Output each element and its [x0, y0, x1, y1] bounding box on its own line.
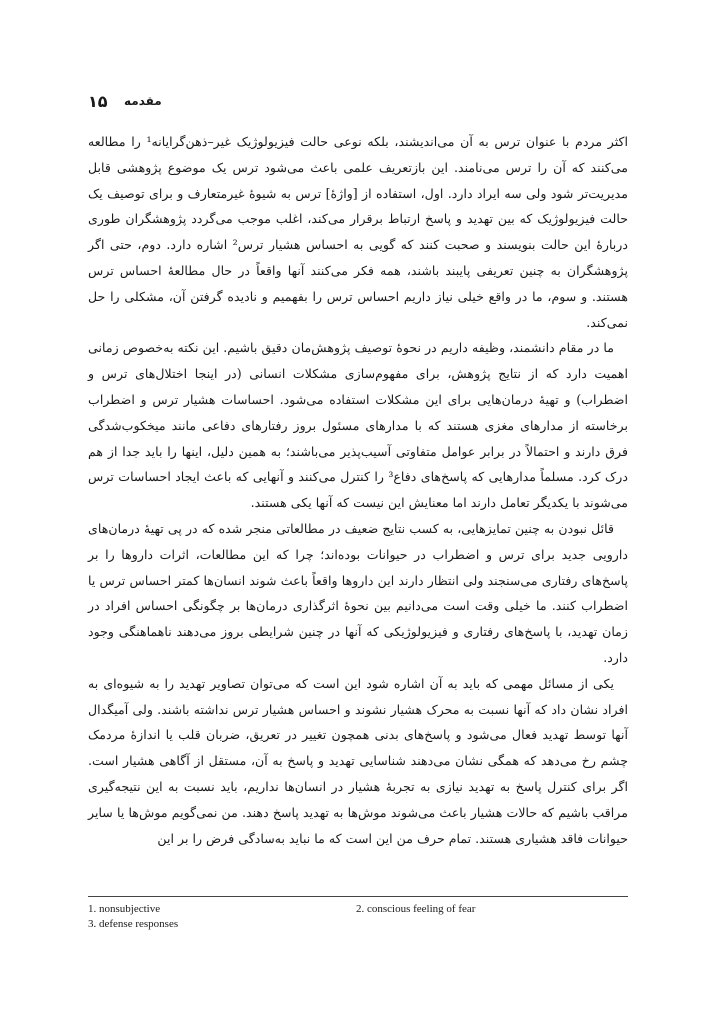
footnote-row — [88, 902, 628, 917]
footnote-row — [88, 917, 628, 932]
chapter-title: مقدمه — [124, 94, 162, 108]
body-text — [88, 129, 628, 851]
footnote-1: 1. nonsubjective — [88, 903, 161, 915]
footnote-3: 3. defense responses — [88, 918, 179, 930]
page-header — [88, 92, 630, 116]
footnote-2: 2. conscious feeling of fear — [356, 903, 476, 915]
paragraph-2: ما در مقام دانشمند، وظیفه داریم در نحوهٔ توصیف پژوهش‌مان دقیق باشیم. این نکته به‌خصوص زمانی اهمیت دارد که از نتایج پژوهش، برای مفهوم‌سازی مشکلات انسانی (در اینجا اختلال‌های ترس و اضطراب) و تهیهٔ درمان‌هایی برای این مشکلات استفاده می‌شود. احساسات هشیار ترس و اضطراب برخاسته از مدارهای مغزی هستند که با مدارهای مسئول بروز رفتارهای دفاعی مانند میخکوب‌شدگی فرق دارند و احتمالاً در برابر عوامل متفاوتی آسیب‌پذیر می‌باشند؛ به همین دلیل، اینها را باید جدا از هم درک کرد. مسلماً مدارهایی که پاسخ‌های دفاع³ را کنترل می‌کنند و آنهایی که باعث ایجاد احساسات ترس می‌شوند با یکدیگر تعامل دارند اما معنایش این نیست که آنها یکی هستند. — [88, 340, 628, 511]
footnote-divider — [88, 896, 628, 897]
paragraph-1: اکثر مردم با عنوان ترس به آن می‌اندیشند، بلکه نوعی حالت فیزیولوژیک غیر–ذهن‌گرایانه¹ را مطالعه می‌کنند که آن را ترس می‌نامند. این بازتعریف علمی باعث می‌شود ترس یک موضوع پژوهشی قابل مدیریت‌تر شود ولی سه ایراد دارد. اول، استفاده از [واژهٔ] ترس به شیوهٔ غیرمتعارف و برای توصیف یک حالت فیزیولوژیک که بین تهدید و پاسخ ارتباط برقرار می‌کند، اغلب موجب می‌گردد پژوهشگران طوری دربارهٔ این حالت بنویسند و صحبت کنند که گویی به احساس هشیار ترس² اشاره دارد. دوم، حتی اگر پژوهشگران به چنین تعریفی پایبند باشند، همه فکر می‌کنند آنها واقعاً در حال مطالعهٔ احساس ترس هستند. و سوم، ما در واقع خیلی نیاز داریم احساس ترس را بفهمیم و نادیده گرفتن آن، مشکلی را حل نمی‌کند. — [88, 134, 628, 330]
paragraph-3: قائل نبودن به چنین تمایزهایی، به کسب نتایج ضعیف در مطالعاتی منجر شده که در پی تهیهٔ درمان‌های دارویی جدید برای ترس و اضطراب در حیوانات بوده‌اند؛ چرا که این مطالعات، اثرات داروها را بر پاسخ‌های رفتاری می‌سنجند ولی انتظار دارند این داروها واقعاً باعث شوند انسان‌ها کمتر احساس ترس یا اضطراب کنند. ما خیلی وقت است می‌دانیم بین نحوهٔ اثرگذاری درمان‌ها بر چگونگی احساس افراد در زمان تهدید، با پاسخ‌های رفتاری و فیزیولوژیکی که آنها در چنین شرایطی بروز می‌دهند ناهماهنگی وجود دارد. — [88, 520, 628, 665]
paragraph-4: یکی از مسائل مهمی که باید به آن اشاره شود این است که می‌توان تصاویر تهدید را به شیوه‌ای به افراد نشان داد که آنها نسبت به محرک هشیار نشوند و احساس هشیار ترس نداشته باشند. ولی آمیگدال آنها توسط تهدید فعال می‌شود و پاسخ‌های بدنی همچون تغییر در تعریق، ضربان قلب یا اندازهٔ مردمک چشم رخ می‌دهد که همگی نشان می‌دهند شناسایی تهدید و پاسخ به آن، مستقل از آگاهی هشیار است. اگر برای کنترل پاسخ به تهدید نیازی به تجربهٔ هشیار در انسان‌ها نداریم، باید نسبت به این نتیجه‌گیری مراقب باشیم که حالات هشیار باعث می‌شوند موش‌ها به تهدید پاسخ دهند. من نمی‌گویم موش‌ها یا سایر حیوانات فاقد هشیاری هستند. تمام حرف من این است که ما نباید به‌سادگی فرض را بر این — [88, 675, 628, 846]
page-number: ۱۵ — [88, 92, 108, 111]
footnotes — [88, 902, 628, 932]
